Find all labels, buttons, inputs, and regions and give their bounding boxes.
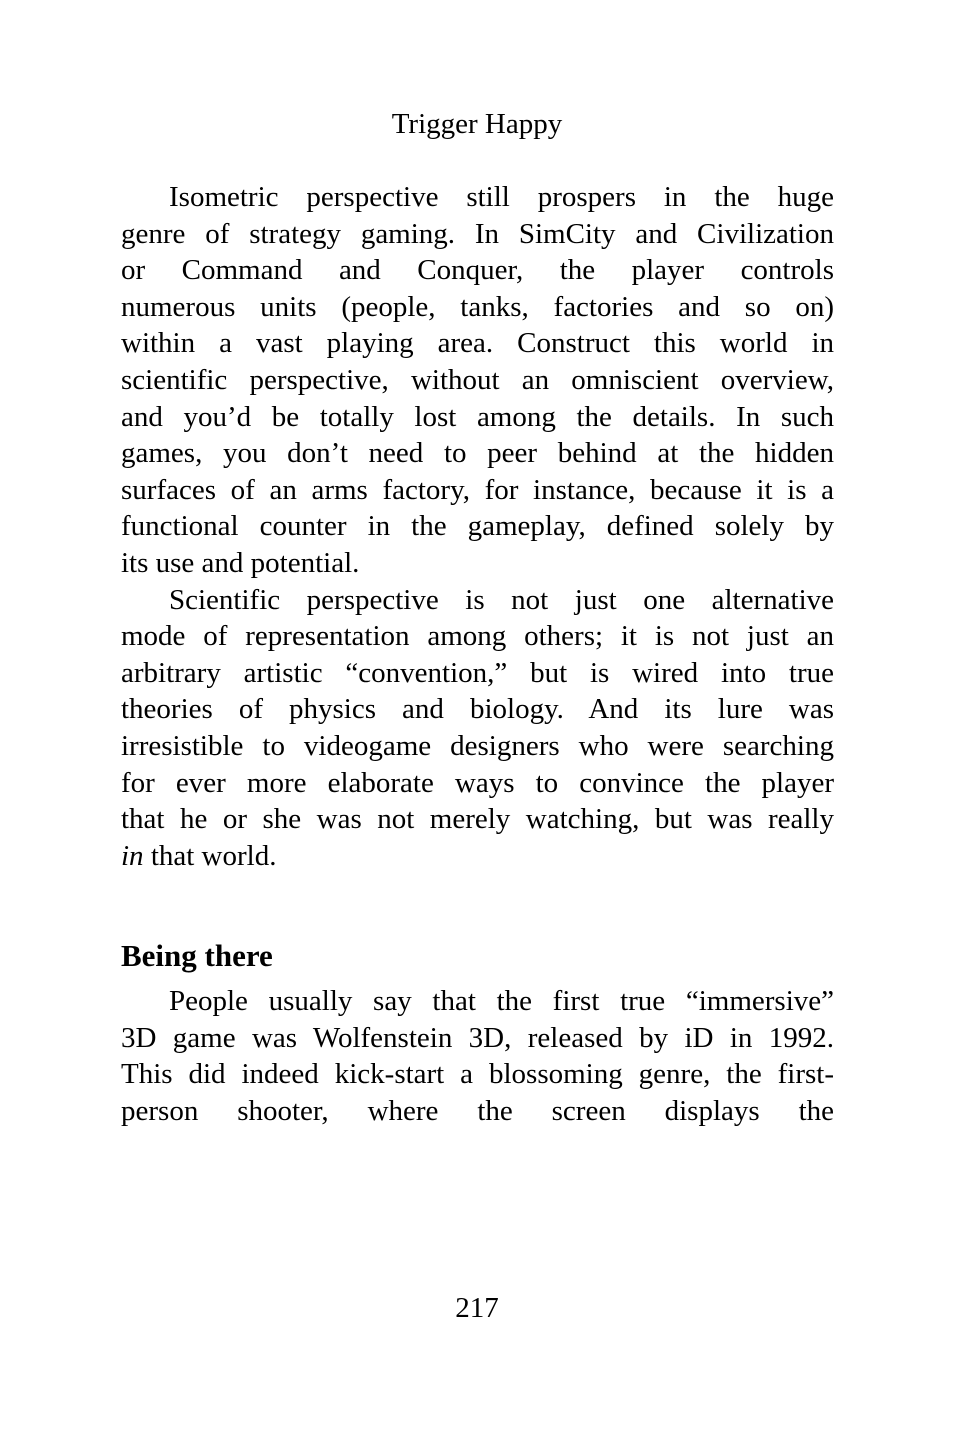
text-line: Scientific perspective is not just one alternative — [169, 583, 834, 616]
body-text-upper — [121, 179, 834, 874]
paragraph-being-there — [121, 983, 834, 1129]
text-line: scientific perspective, without an omniscient overview, — [121, 363, 834, 396]
section-heading: Being there — [121, 938, 273, 973]
paragraph-isometric — [121, 179, 834, 582]
text-line: arbitrary artistic “convention,” but is wired into true — [121, 656, 834, 689]
text-line: theories of physics and biology. And its lure was — [121, 693, 834, 726]
text-line: numerous units (people, tanks, factories and so on) — [121, 290, 834, 323]
text-line: games, you don’t need to peer behind at the hidden — [121, 437, 834, 470]
text-line: surfaces of an arms factory, for instance, because it is a — [121, 473, 834, 506]
text-line: or Command and Conquer, the player controls — [121, 254, 834, 287]
body-text-lower — [121, 983, 834, 1129]
text-line: its use and potential. — [121, 546, 360, 579]
paragraph-scientific-perspective — [121, 582, 834, 875]
text-line: 3D game was Wolfenstein 3D, released by iD in 1992. — [121, 1021, 834, 1054]
text-line: People usually say that the first true “immersive” — [169, 985, 834, 1017]
text-line: functional counter in the gameplay, defined solely by — [121, 510, 834, 543]
text-line: genre of strategy gaming. In SimCity and Civilization — [121, 217, 834, 250]
text-line: This did indeed kick-start a blossoming genre, the first- — [121, 1058, 834, 1091]
text-line: and you’d be totally lost among the details. In such — [121, 400, 834, 433]
text-line-final — [121, 838, 834, 875]
text-fragment: that world. — [143, 839, 277, 872]
italic-emphasis: in — [121, 839, 144, 872]
text-line: irresistible to videogame designers who were searching — [121, 729, 834, 762]
page-number: 217 — [455, 1292, 499, 1324]
text-line: for ever more elaborate ways to convince the player — [121, 766, 834, 799]
running-header: Trigger Happy — [391, 108, 563, 140]
text-line: Isometric perspective still prospers in the huge — [169, 181, 834, 213]
text-line: within a vast playing area. Construct this world in — [121, 327, 834, 360]
text-line: that he or she was not merely watching, but was really — [121, 803, 834, 836]
text-line: mode of representation among others; it is not just an — [121, 620, 834, 653]
text-line: person shooter, where the screen displays the — [121, 1094, 834, 1127]
